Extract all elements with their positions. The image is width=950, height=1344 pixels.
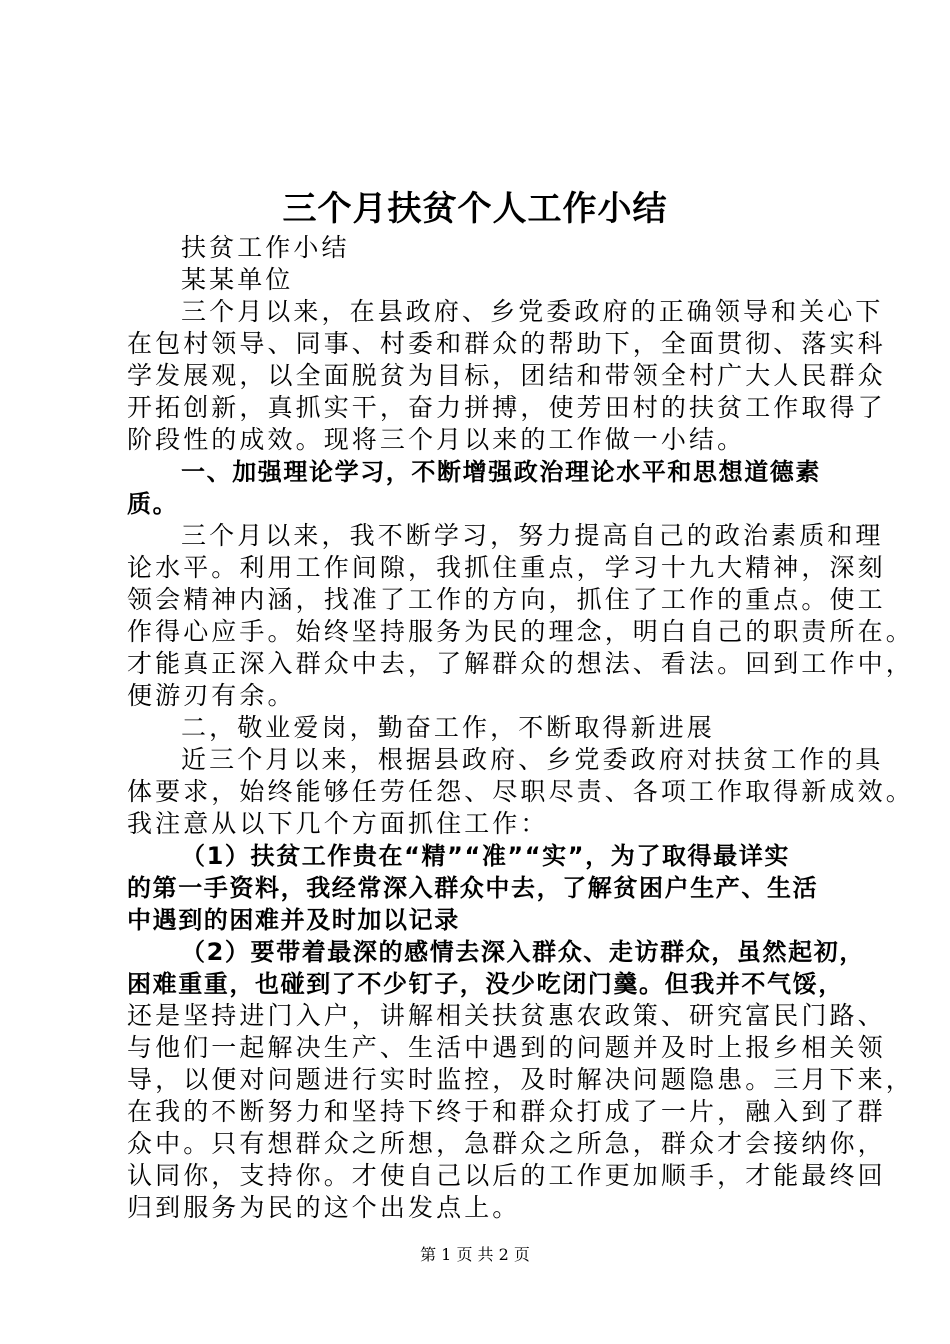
text-line: 便游刃有余。 [127,681,296,710]
bold-text-line: 的第一手资料，我经常深入群众中去，了解贫困户生产、生活 [127,874,819,902]
text-line: 才能真正深入群众中去，了解群众的想法、看法。回到工作中， [127,649,914,678]
text-line: 扶贫工作小结 [181,233,350,262]
text-line: 众中。只有想群众之所想，急群众之所急，群众才会接纳你， [127,1129,886,1158]
text-line: 导，以便对问题进行实时监控，及时解决问题隐患。三月下来， [127,1065,914,1094]
text-line: 论水平。利用工作间隙，我抓住重点，学习十九大精神，深刻 [127,553,886,582]
text-line: 近三个月以来，根据县政府、乡党委政府对扶贫工作的具 [181,745,884,774]
document-body [127,232,914,1224]
bold-text-line: 困难重重，也碰到了不少钉子，没少吃闭门羹。但我并不气馁， [127,970,844,998]
page-number-footer: 第 1 页 共 2 页 [420,1245,530,1264]
text-line: 阶段性的成效。现将三个月以来的工作做一小结。 [127,425,746,454]
text-line: 我注意从以下几个方面抓住工作： [127,809,549,838]
document-title: 三个月扶贫个人工作小结 [282,189,668,229]
text-line: 归到服务为民的这个出发点上。 [127,1193,521,1222]
text-line: 三个月以来，我不断学习，努力提高自己的政治素质和理 [181,521,884,550]
section-heading-line: 质。 [127,490,179,518]
text-line: 还是坚持进门入户，讲解相关扶贫惠农政策、研究富民门路、 [127,1001,886,1030]
bold-text-line: 中遇到的困难并及时加以记录 [127,906,460,934]
text-line: 认同你，支持你。才使自己以后的工作更加顺手，才能最终回 [127,1161,886,1190]
bold-text-line: （1）扶贫工作贵在“精”“准”“实”，为了取得最详实 [181,842,790,870]
text-line: 体要求，始终能够任劳任怨、尽职尽责、各项工作取得新成效。 [127,777,914,806]
text-line: 与他们一起解决生产、生活中遇到的问题并及时上报乡相关领 [127,1033,886,1062]
bold-text-line: （2）要带着最深的感情去深入群众、走访群众，虽然起初， [181,938,865,966]
text-line: 学发展观，以全面脱贫为目标，团结和带领全村广大人民群众 [127,361,886,390]
text-line: 在包村领导、同事、村委和群众的帮助下，全面贯彻、落实科 [127,329,886,358]
text-line: 在我的不断努力和坚持下终于和群众打成了一片，融入到了群 [127,1097,886,1126]
text-line: 某某单位 [181,265,294,294]
section-heading-line: 二，敬业爱岗，勤奋工作，不断取得新进展 [181,713,715,742]
text-line: 领会精神内涵，找准了工作的方向，抓住了工作的重点。使工 [127,585,886,614]
text-line: 作得心应手。始终坚持服务为民的理念，明白自己的职责所在。 [127,617,914,646]
section-heading-line: 一、加强理论学习，不断增强政治理论水平和思想道德素 [181,458,821,486]
text-line: 三个月以来，在县政府、乡党委政府的正确领导和关心下 [181,297,884,326]
text-line: 开拓创新，真抓实干，奋力拼搏，使芳田村的扶贫工作取得了 [127,393,886,422]
